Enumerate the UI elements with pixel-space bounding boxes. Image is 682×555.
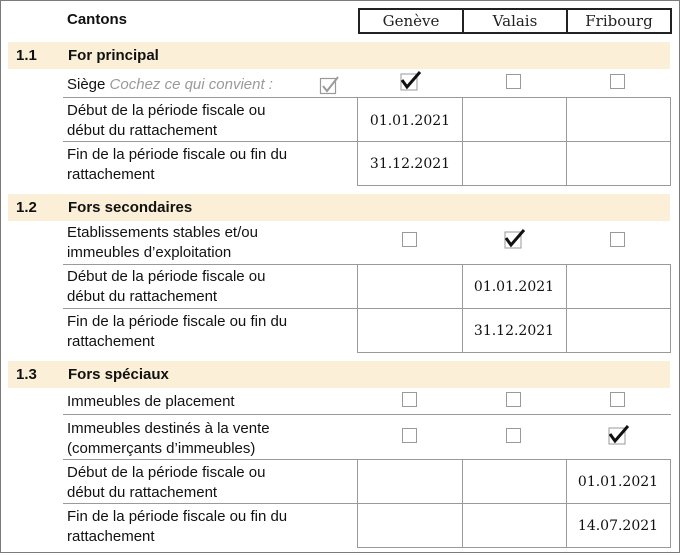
divider	[462, 459, 463, 547]
section-title: Fors spéciaux	[68, 366, 169, 383]
checkbox-siege-valais[interactable]	[506, 74, 521, 89]
canton-header-fribourg: Fribourg	[566, 8, 672, 34]
section-title: Fors secondaires	[68, 199, 193, 216]
checkbox-placement-fribourg[interactable]	[610, 392, 625, 407]
section-header-1-3	[8, 361, 670, 388]
divider	[357, 185, 671, 186]
divider	[63, 264, 671, 265]
divider	[357, 459, 358, 547]
checkbox-siege-geneve-checked-icon[interactable]	[398, 69, 424, 93]
divider	[566, 97, 567, 185]
checkbox-placement-geneve[interactable]	[402, 392, 417, 407]
canton-header-valais: Valais	[462, 8, 568, 34]
row-label-siege	[67, 75, 352, 95]
row-label-debut-1-2: Début de la période fiscale ou début du rattachement	[67, 268, 266, 305]
divider	[670, 459, 671, 547]
row-label-immeubles-placement: Immeubles de placement	[67, 393, 235, 410]
section-number: 1.1	[16, 47, 37, 64]
row-label-fin-1-2: Fin de la période fiscale ou fin du rattachement	[67, 313, 288, 350]
row-label-debut-1-3: Début de la période fiscale ou début du rattachement	[67, 464, 266, 501]
checkbox-etablissements-fribourg[interactable]	[610, 232, 625, 247]
date-debut-geneve[interactable]: 01.01.2021	[369, 113, 451, 129]
divider	[670, 264, 671, 352]
checkbox-vente-valais[interactable]	[506, 428, 521, 443]
cantons-heading: Cantons	[67, 11, 127, 28]
divider	[63, 503, 671, 504]
checkbox-siege-fribourg[interactable]	[610, 74, 625, 89]
row-label-fin-1-3: Fin de la période fiscale ou fin du rattachement	[67, 508, 288, 545]
section-number: 1.2	[16, 199, 37, 216]
divider	[462, 97, 463, 185]
date-fin-geneve[interactable]: 31.12.2021	[369, 156, 451, 172]
divider	[63, 308, 671, 309]
row-label-etablissements: Etablissements stables et/ou immeubles d’exploitation	[67, 224, 258, 261]
divider	[566, 264, 567, 352]
divider	[63, 97, 671, 98]
divider	[357, 264, 358, 352]
divider	[357, 547, 671, 548]
divider	[63, 141, 671, 142]
siege-note: Cochez ce qui convient :	[109, 76, 273, 93]
decorative-checked-checkbox-icon	[319, 74, 343, 96]
divider	[63, 414, 671, 415]
canton-header-geneve: Genève	[358, 8, 464, 34]
checkbox-placement-valais[interactable]	[506, 392, 521, 407]
section-header-1-1	[8, 42, 670, 69]
divider	[670, 97, 671, 185]
row-label-debut-1-1: Début de la période fiscale ou début du rattachement	[67, 102, 266, 139]
checkbox-etablissements-geneve[interactable]	[402, 232, 417, 247]
row-label-fin-1-1: Fin de la période fiscale ou fin du rattachement	[67, 146, 288, 183]
date-fin-valais[interactable]: 31.12.2021	[473, 323, 555, 339]
section-header-1-2	[8, 194, 670, 221]
row-label-immeubles-vente: Immeubles destinés à la vente (commerçants d’immeubles)	[67, 420, 270, 457]
date-fin-fribourg[interactable]: 14.07.2021	[577, 518, 659, 534]
checkbox-vente-fribourg-checked-icon[interactable]	[606, 423, 632, 447]
date-debut-valais[interactable]: 01.01.2021	[473, 279, 555, 295]
date-debut-fribourg[interactable]: 01.01.2021	[577, 474, 659, 490]
divider	[63, 459, 671, 460]
divider	[357, 352, 671, 353]
siege-label: Siège	[67, 76, 106, 93]
checkbox-etablissements-valais-checked-icon[interactable]	[502, 227, 528, 251]
checkbox-vente-geneve[interactable]	[402, 428, 417, 443]
section-number: 1.3	[16, 366, 37, 383]
section-title: For principal	[68, 47, 159, 64]
